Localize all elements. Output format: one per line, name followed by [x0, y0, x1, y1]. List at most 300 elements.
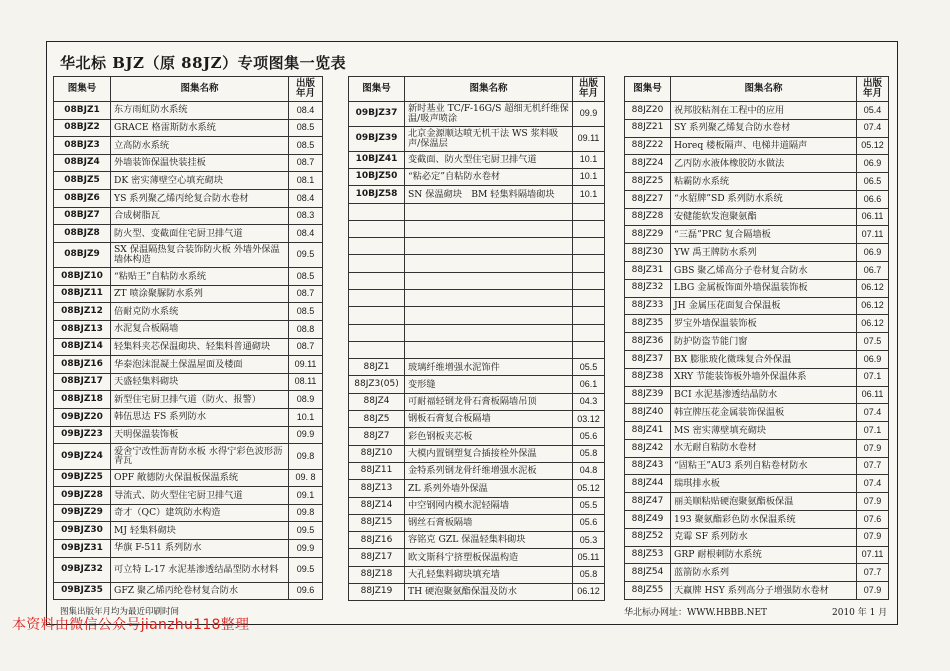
cell-name: 轻集料夹芯保温砌块、轻集料普通砌块 [111, 338, 289, 356]
table-row [349, 566, 605, 583]
cell-date: 08.7 [289, 154, 323, 172]
cell-date: 08.4 [289, 190, 323, 208]
table-row [349, 203, 605, 220]
cell-date: 06.11 [857, 208, 889, 226]
cell-name: 防护防盗节能门窗 [671, 333, 857, 351]
cell-name: SX 保温隔热复合装饰防火板 外墙外保温墙体构造 [111, 242, 289, 267]
table-row [349, 411, 605, 428]
table-row [625, 528, 889, 546]
cell-name: YW 禹王牌防水系列 [671, 244, 857, 262]
cell-code: 08BJZ6 [54, 190, 111, 208]
cell-name: 新型住宅厨卫排气道（防火、报警） [111, 391, 289, 409]
table-row [54, 391, 323, 409]
cell-code: 08BJZ1 [54, 102, 111, 120]
cell-date: 07.1 [857, 422, 889, 440]
cell-code: 08BJZ8 [54, 225, 111, 243]
table-row [349, 462, 605, 479]
cell-name [405, 290, 573, 307]
cell-date: 10.1 [573, 186, 605, 203]
cell-date [573, 238, 605, 255]
table-row [349, 445, 605, 462]
table-row [349, 341, 605, 358]
cell-name: SN 保温砌块 BM 轻集料隔墙砌块 [405, 186, 573, 203]
cell-date: 10.1 [573, 168, 605, 185]
cell-date: 09.5 [289, 522, 323, 540]
cell-code: 88JZ5 [349, 411, 405, 428]
header-row [54, 77, 323, 102]
table-row [349, 102, 605, 127]
cell-code: 08BJZ12 [54, 303, 111, 321]
cell-date: 07.9 [857, 528, 889, 546]
cell-date: 09.9 [289, 426, 323, 444]
cell-name: 中空钢网内模水泥轻隔墙 [405, 497, 573, 514]
cell-name: 容铭克 GZL 保温轻集料砌块 [405, 532, 573, 549]
cell-name [405, 272, 573, 289]
table-row [54, 190, 323, 208]
cell-name: MS 密实薄壁填充砌块 [671, 422, 857, 440]
table-row [349, 126, 605, 151]
table-row [54, 409, 323, 427]
table-row [625, 173, 889, 191]
cell-date: 07.7 [857, 564, 889, 582]
cell-name: “粘必定”自粘防水卷材 [405, 168, 573, 185]
table-row [54, 469, 323, 487]
table-row [625, 582, 889, 600]
cell-date: 09.9 [573, 102, 605, 127]
table-row [349, 290, 605, 307]
cell-date: 07.4 [857, 404, 889, 422]
cell-name: 韩伍思达 FS 系列防水 [111, 409, 289, 427]
cell-code: 88JZ31 [625, 262, 671, 280]
cell-date: 05.4 [857, 102, 889, 120]
cell-name: SY 系列聚乙烯复合防水卷材 [671, 119, 857, 137]
table-row [625, 510, 889, 528]
cell-code: 88JZ7 [349, 428, 405, 445]
cell-name: ZT 喷涂聚脲防水系列 [111, 285, 289, 303]
cell-code: 88JZ39 [625, 386, 671, 404]
cell-date: 07.11 [857, 546, 889, 564]
table-row [349, 584, 605, 601]
cell-code: 09BJZ25 [54, 469, 111, 487]
cell-code [349, 203, 405, 220]
cell-name: 韩宣牌压花金属装饰保温板 [671, 404, 857, 422]
cell-date: 09.11 [573, 126, 605, 151]
table-row [54, 268, 323, 286]
footer-website: 华北标办网址：WWW.HBBB.NET [624, 608, 768, 618]
cell-name: 华泰泡沫混凝土保温屋面及楼面 [111, 356, 289, 374]
table-row [54, 522, 323, 540]
cell-code: 08BJZ3 [54, 137, 111, 155]
cell-code: 09BJZ35 [54, 582, 111, 600]
cell-code: 88JZ32 [625, 279, 671, 297]
table-row [54, 172, 323, 190]
cell-name: 可耐福轻钢龙骨石膏板隔墙吊顶 [405, 393, 573, 410]
table-row [349, 220, 605, 237]
cell-name: 克霉 SF 系列防水 [671, 528, 857, 546]
table-row [54, 154, 323, 172]
cell-date [573, 203, 605, 220]
cell-date: 08.3 [289, 207, 323, 225]
cell-code: 88JZ53 [625, 546, 671, 564]
cell-name [405, 255, 573, 272]
cell-date: 09.1 [289, 487, 323, 505]
cell-code: 08BJZ13 [54, 320, 111, 338]
table-row [625, 297, 889, 315]
table-row [625, 333, 889, 351]
cell-name: GBS 聚乙烯高分子卷材复合防水 [671, 262, 857, 280]
cell-date [573, 272, 605, 289]
table-middle [348, 76, 605, 601]
table-row [625, 244, 889, 262]
cell-code: 10BJZ58 [349, 186, 405, 203]
cell-code: 88JZ29 [625, 226, 671, 244]
cell-date: 05.5 [573, 497, 605, 514]
cell-date: 07.4 [857, 475, 889, 493]
cell-code: 08BJZ18 [54, 391, 111, 409]
cell-name: 玻璃纤维增强水泥饰件 [405, 359, 573, 376]
header-code: 图集号 [625, 77, 671, 102]
cell-date: 05.11 [573, 549, 605, 566]
cell-name: 新时基业 TC/F-16G/S 超细无机纤维保温/吸声喷涂 [405, 102, 573, 127]
table-body [54, 102, 323, 600]
cell-code [349, 272, 405, 289]
cell-name: Horeq 楼板隔声、电梯井道隔声 [671, 137, 857, 155]
cell-date: 06.7 [857, 262, 889, 280]
cell-date [573, 307, 605, 324]
cell-date: 09.5 [289, 557, 323, 582]
table-left [53, 76, 323, 600]
table-row [349, 238, 605, 255]
header-code: 图集号 [54, 77, 111, 102]
cell-name: ZL 系列外墙外保温 [405, 480, 573, 497]
cell-date: 08.1 [289, 172, 323, 190]
cell-code: 88JZ3(05) [349, 376, 405, 393]
cell-date: 09.5 [289, 242, 323, 267]
table-header [54, 77, 323, 102]
cell-date: 08.7 [289, 285, 323, 303]
table-row [54, 303, 323, 321]
cell-date: 05.8 [573, 445, 605, 462]
header-row [625, 77, 889, 102]
table-row [349, 549, 605, 566]
header-name: 图集名称 [111, 77, 289, 102]
cell-code: 88JZ49 [625, 510, 671, 528]
table-row [54, 582, 323, 600]
table-row [54, 426, 323, 444]
cell-code: 08BJZ7 [54, 207, 111, 225]
table-row [349, 376, 605, 393]
cell-date: 08.5 [289, 119, 323, 137]
cell-name: BX 膨胀玻化微珠复合外保温 [671, 350, 857, 368]
table-right [624, 76, 889, 600]
cell-name: 立高防水系统 [111, 137, 289, 155]
cell-name: 防火型、变截面住宅厨卫排气道 [111, 225, 289, 243]
cell-date: 06.11 [857, 386, 889, 404]
table-row [54, 137, 323, 155]
cell-name: 导流式、防火型住宅厨卫排气道 [111, 487, 289, 505]
table-row [625, 137, 889, 155]
cell-date: 07.9 [857, 493, 889, 511]
cell-date: 07.9 [857, 582, 889, 600]
cell-date: 07.11 [857, 226, 889, 244]
cell-code: 08BJZ17 [54, 373, 111, 391]
cell-code: 09BJZ28 [54, 487, 111, 505]
cell-date: 06.12 [857, 279, 889, 297]
cell-code: 10BJZ50 [349, 168, 405, 185]
cell-date: 05.3 [573, 532, 605, 549]
cell-name: 欧文斯科宁挤塑板保温构造 [405, 549, 573, 566]
table-row [349, 497, 605, 514]
cell-name: LBG 金属板饰面外墙保温装饰板 [671, 279, 857, 297]
cell-name: 倍耐克防水系统 [111, 303, 289, 321]
cell-name: 天赢牌 HSY 系列高分子增强防水卷材 [671, 582, 857, 600]
cell-code: 88JZ43 [625, 457, 671, 475]
cell-code: 88JZ22 [625, 137, 671, 155]
cell-code: 88JZ4 [349, 393, 405, 410]
cell-date: 06.9 [857, 350, 889, 368]
cell-date: 05.5 [573, 359, 605, 376]
cell-date: 10.1 [289, 409, 323, 427]
cell-date [573, 220, 605, 237]
cell-date: 09.11 [289, 356, 323, 374]
cell-code: 88JZ10 [349, 445, 405, 462]
table-row [54, 242, 323, 267]
cell-date: 06.12 [857, 297, 889, 315]
cell-code: 08BJZ9 [54, 242, 111, 267]
cell-code: 09BJZ32 [54, 557, 111, 582]
table-row [54, 487, 323, 505]
cell-name: BCI 水泥基渗透结晶防水 [671, 386, 857, 404]
table-row [625, 386, 889, 404]
table-row [625, 119, 889, 137]
cell-date: 08.5 [289, 268, 323, 286]
cell-code: 88JZ11 [349, 462, 405, 479]
cell-date: 08.5 [289, 137, 323, 155]
cell-name: 蓝箭防水系列 [671, 564, 857, 582]
table-row [54, 338, 323, 356]
cell-code: 88JZ40 [625, 404, 671, 422]
cell-code [349, 238, 405, 255]
cell-code: 88JZ20 [625, 102, 671, 120]
table-row [349, 324, 605, 341]
cell-code: 88JZ55 [625, 582, 671, 600]
cell-date: 03.12 [573, 411, 605, 428]
table-row [625, 404, 889, 422]
cell-code [349, 220, 405, 237]
cell-code: 88JZ1 [349, 359, 405, 376]
cell-code: 08BJZ14 [54, 338, 111, 356]
header-code: 图集号 [349, 77, 405, 102]
table-row [349, 272, 605, 289]
table-row [625, 564, 889, 582]
table-row [625, 457, 889, 475]
cell-name: GRP 耐根刺防水系统 [671, 546, 857, 564]
cell-name: “固粘王”AU3 系列自粘卷材防水 [671, 457, 857, 475]
cell-date: 04.8 [573, 462, 605, 479]
cell-date: 10.1 [573, 151, 605, 168]
cell-date [573, 324, 605, 341]
table-row [349, 532, 605, 549]
cell-code: 88JZ41 [625, 422, 671, 440]
table-body [349, 102, 605, 601]
cell-date: 06.12 [573, 584, 605, 601]
cell-name: 193 聚氨酯彩色防水保温系统 [671, 510, 857, 528]
cell-code: 09BJZ20 [54, 409, 111, 427]
cell-date: 09.6 [289, 582, 323, 600]
cell-code: 08BJZ4 [54, 154, 111, 172]
header-date: 出版 年月 [573, 77, 605, 102]
cell-code: 09BJZ39 [349, 126, 405, 151]
cell-code: 88JZ15 [349, 514, 405, 531]
cell-date: 05.12 [573, 480, 605, 497]
cell-date: 06.5 [857, 173, 889, 191]
table-row [54, 320, 323, 338]
cell-code: 08BJZ11 [54, 285, 111, 303]
cell-code: 08BJZ10 [54, 268, 111, 286]
cell-code: 88JZ38 [625, 368, 671, 386]
cell-code: 88JZ21 [625, 119, 671, 137]
cell-code [349, 324, 405, 341]
cell-date [573, 341, 605, 358]
cell-code: 88JZ17 [349, 549, 405, 566]
cell-date: 05.6 [573, 428, 605, 445]
cell-name [405, 238, 573, 255]
table-row [349, 428, 605, 445]
cell-date: 07.1 [857, 368, 889, 386]
cell-code: 08BJZ2 [54, 119, 111, 137]
table-header [625, 77, 889, 102]
cell-date: 09. 8 [289, 469, 323, 487]
cell-date: 07.6 [857, 510, 889, 528]
table-row [625, 208, 889, 226]
cell-date: 08.8 [289, 320, 323, 338]
cell-name: 可立特 L-17 水泥基渗透结晶型防水材料 [111, 557, 289, 582]
cell-code: 88JZ37 [625, 350, 671, 368]
cell-code: 88JZ54 [625, 564, 671, 582]
cell-name: 大孔轻集料砌块填充墙 [405, 566, 573, 583]
table-row [625, 350, 889, 368]
cell-name [405, 341, 573, 358]
header-row [349, 77, 605, 102]
cell-name: XRY 节能装饰板外墙外保温体系 [671, 368, 857, 386]
cell-name: 华旗 F-511 系列防水 [111, 539, 289, 557]
table-row [625, 422, 889, 440]
cell-name: 北京金源顺达喷无机干法 WS 浆料吸声/保温层 [405, 126, 573, 151]
cell-code: 88JZ14 [349, 497, 405, 514]
table-row [625, 155, 889, 173]
cell-date: 05.6 [573, 514, 605, 531]
cell-code: 88JZ16 [349, 532, 405, 549]
cell-date: 08.4 [289, 102, 323, 120]
table-row [349, 151, 605, 168]
page-title: 华北标 BJZ（原 88JZ）专项图集一览表 [60, 54, 347, 72]
cell-code: 10BJZ41 [349, 151, 405, 168]
table-row [349, 359, 605, 376]
table-row [349, 514, 605, 531]
cell-code: 88JZ27 [625, 190, 671, 208]
cell-date: 07.9 [857, 439, 889, 457]
cell-name: 瑞琪排水板 [671, 475, 857, 493]
cell-name: 爱舍宁改性沥青防水板 水得宁彩色波形沥青瓦 [111, 444, 289, 469]
watermark-text: 本资料由微信公众号jianzhu118整理 [12, 617, 250, 633]
cell-name: GFZ 聚乙烯丙纶卷材复合防水 [111, 582, 289, 600]
cell-name [405, 307, 573, 324]
cell-name: 天盛轻集料砌块 [111, 373, 289, 391]
table-row [625, 475, 889, 493]
cell-code: 88JZ19 [349, 584, 405, 601]
cell-code [349, 290, 405, 307]
cell-date: 08.11 [289, 373, 323, 391]
header-name: 图集名称 [405, 77, 573, 102]
cell-name [405, 220, 573, 237]
cell-code [349, 341, 405, 358]
table-row [349, 186, 605, 203]
cell-name: 水泥复合板隔墙 [111, 320, 289, 338]
cell-name: JH 金属压花面复合保温板 [671, 297, 857, 315]
cell-code: 88JZ30 [625, 244, 671, 262]
cell-code: 09BJZ37 [349, 102, 405, 127]
cell-date: 06.6 [857, 190, 889, 208]
cell-name: 乙丙防水液体橡胶防水做法 [671, 155, 857, 173]
cell-code: 88JZ13 [349, 480, 405, 497]
table-row [625, 102, 889, 120]
cell-code: 88JZ36 [625, 333, 671, 351]
cell-code: 88JZ18 [349, 566, 405, 583]
cell-code: 09BJZ30 [54, 522, 111, 540]
table-row [625, 493, 889, 511]
cell-date: 09.8 [289, 504, 323, 522]
cell-code: 09BJZ31 [54, 539, 111, 557]
cell-name: 合成树脂瓦 [111, 207, 289, 225]
cell-code: 08BJZ5 [54, 172, 111, 190]
cell-date: 08.4 [289, 225, 323, 243]
cell-name: 粘霸防水系统 [671, 173, 857, 191]
cell-code: 09BJZ24 [54, 444, 111, 469]
cell-code: 88JZ47 [625, 493, 671, 511]
cell-name: 钢丝石膏板隔墙 [405, 514, 573, 531]
table-row [349, 255, 605, 272]
cell-date: 07.5 [857, 333, 889, 351]
cell-name: TH 硬泡聚氨酯保温及防水 [405, 584, 573, 601]
cell-name: 大模内置钢塑复合插接栓外保温 [405, 445, 573, 462]
cell-code: 88JZ25 [625, 173, 671, 191]
cell-code: 88JZ52 [625, 528, 671, 546]
cell-date [573, 290, 605, 307]
cell-date: 08.5 [289, 303, 323, 321]
cell-name: 祝邦胶粘剂在工程中的应用 [671, 102, 857, 120]
cell-code: 88JZ24 [625, 155, 671, 173]
table-row [625, 262, 889, 280]
cell-date: 06.9 [857, 155, 889, 173]
cell-code: 88JZ28 [625, 208, 671, 226]
table-row [54, 504, 323, 522]
table-row [54, 119, 323, 137]
cell-name: GRACE 格雷斯防水系统 [111, 119, 289, 137]
cell-date: 05.12 [857, 137, 889, 155]
cell-code [349, 307, 405, 324]
cell-code: 08BJZ16 [54, 356, 111, 374]
cell-name: OPF 敞德防火保温板保温系统 [111, 469, 289, 487]
table-row [349, 393, 605, 410]
cell-date: 08.7 [289, 338, 323, 356]
header-name: 图集名称 [671, 77, 857, 102]
cell-date: 06.9 [857, 244, 889, 262]
cell-name: 安健能软发泡聚氨酯 [671, 208, 857, 226]
table-row [54, 102, 323, 120]
table-row [54, 557, 323, 582]
table-row [625, 368, 889, 386]
table-row [54, 373, 323, 391]
